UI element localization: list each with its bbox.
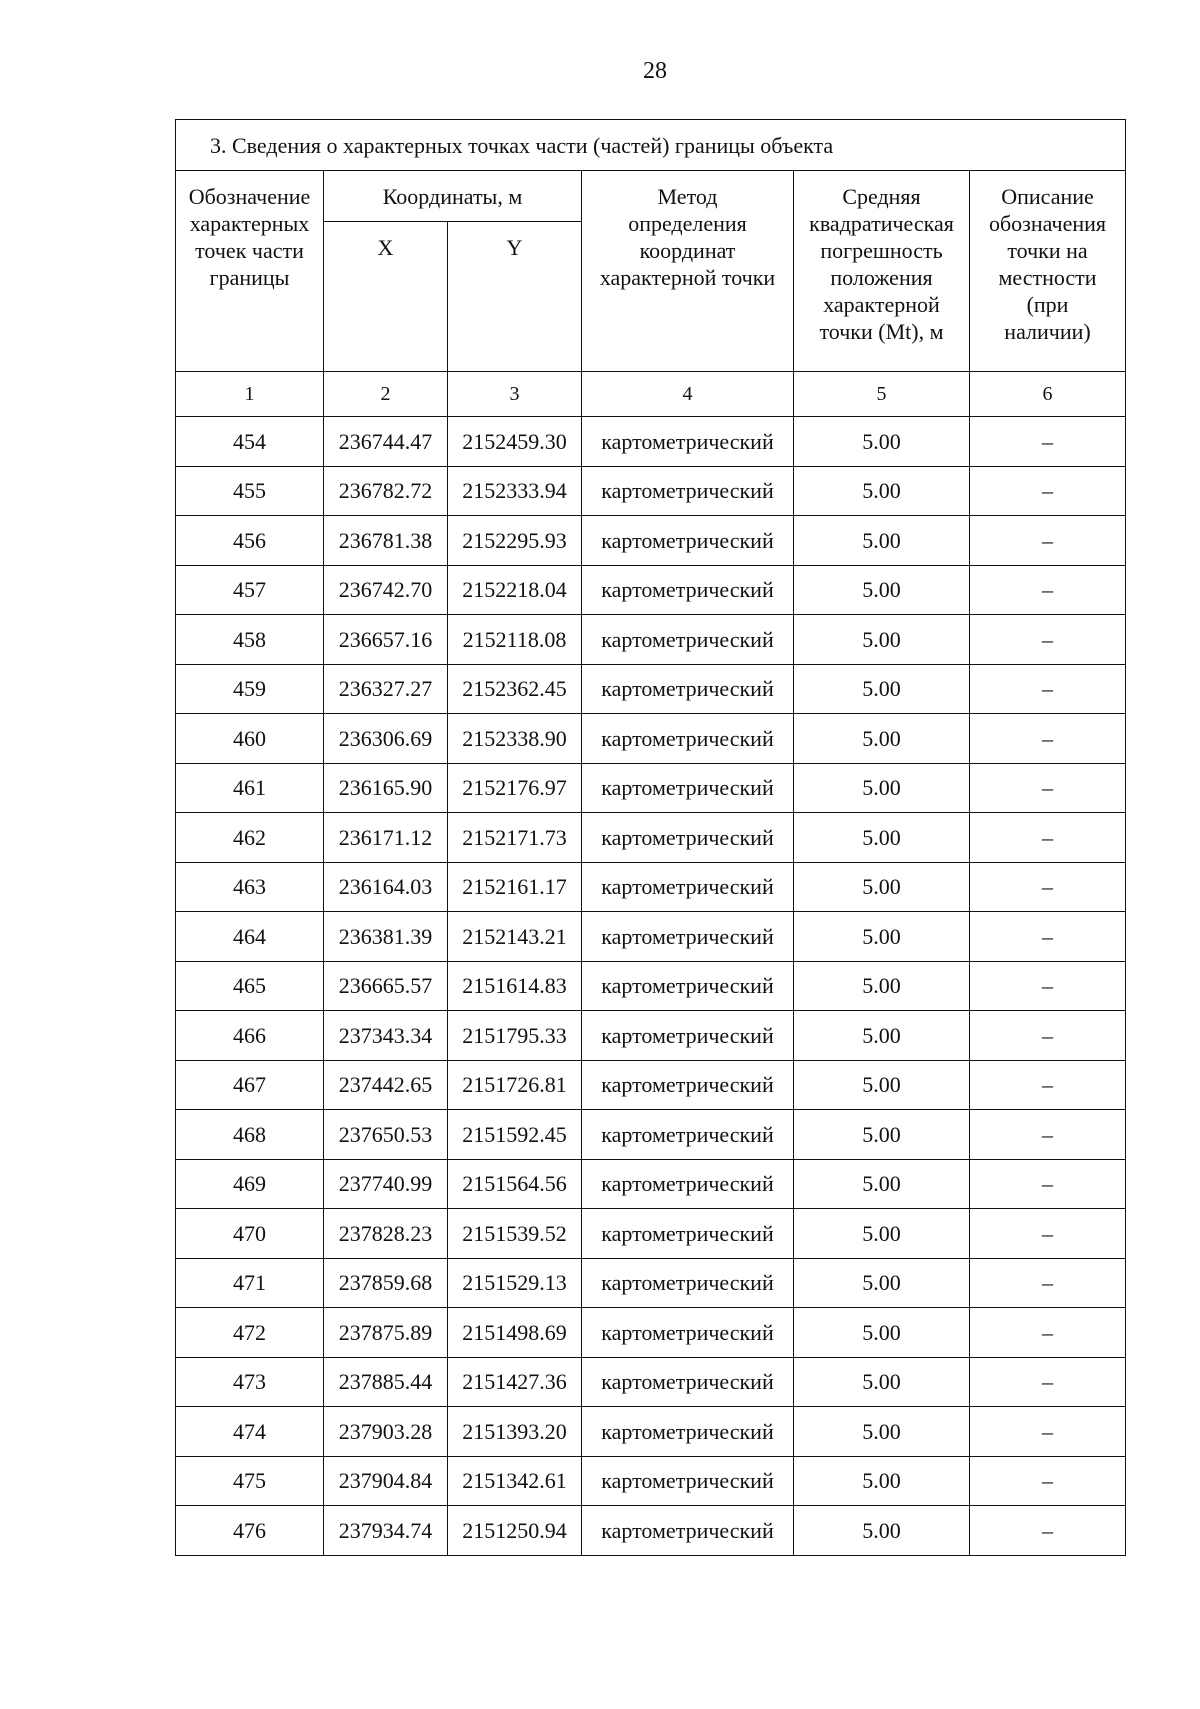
method-cell: картометрический — [582, 565, 794, 615]
y-coordinate-cell: 2151564.56 — [448, 1159, 582, 1209]
table-row — [176, 862, 1126, 912]
description-cell: – — [970, 1110, 1126, 1160]
point-id-cell: 464 — [176, 912, 324, 962]
error-cell: 5.00 — [794, 961, 970, 1011]
y-coordinate-cell: 2152362.45 — [448, 664, 582, 714]
error-cell: 5.00 — [794, 1357, 970, 1407]
table-body — [176, 417, 1126, 1556]
header-point: Обозначение характерных точек части границы — [176, 171, 324, 372]
point-id-cell: 470 — [176, 1209, 324, 1259]
section-title: 3. Сведения о характерных точках части (частей) границы объекта — [176, 120, 1126, 171]
y-coordinate-cell: 2151393.20 — [448, 1407, 582, 1457]
error-cell: 5.00 — [794, 565, 970, 615]
description-cell: – — [970, 1011, 1126, 1061]
column-numbers-row — [176, 372, 1126, 417]
point-id-cell: 462 — [176, 813, 324, 863]
description-cell: – — [970, 1308, 1126, 1358]
x-coordinate-cell: 236306.69 — [324, 714, 448, 764]
error-cell: 5.00 — [794, 912, 970, 962]
y-coordinate-cell: 2151250.94 — [448, 1506, 582, 1556]
table-row — [176, 417, 1126, 467]
table-row — [176, 1357, 1126, 1407]
error-cell: 5.00 — [794, 813, 970, 863]
table-row — [176, 1456, 1126, 1506]
header-x: X — [324, 222, 448, 372]
column-number: 1 — [176, 372, 324, 417]
method-cell: картометрический — [582, 1110, 794, 1160]
column-number: 6 — [970, 372, 1126, 417]
method-cell: картометрический — [582, 516, 794, 566]
y-coordinate-cell: 2151614.83 — [448, 961, 582, 1011]
point-id-cell: 476 — [176, 1506, 324, 1556]
y-coordinate-cell: 2152295.93 — [448, 516, 582, 566]
x-coordinate-cell: 236781.38 — [324, 516, 448, 566]
description-cell: – — [970, 466, 1126, 516]
x-coordinate-cell: 236744.47 — [324, 417, 448, 467]
description-cell: – — [970, 862, 1126, 912]
error-cell: 5.00 — [794, 1060, 970, 1110]
point-id-cell: 454 — [176, 417, 324, 467]
table-row — [176, 1011, 1126, 1061]
x-coordinate-cell: 236171.12 — [324, 813, 448, 863]
description-cell: – — [970, 565, 1126, 615]
error-cell: 5.00 — [794, 1159, 970, 1209]
point-id-cell: 461 — [176, 763, 324, 813]
point-id-cell: 459 — [176, 664, 324, 714]
point-id-cell: 455 — [176, 466, 324, 516]
description-cell: – — [970, 1506, 1126, 1556]
table-row — [176, 763, 1126, 813]
table-row — [176, 1060, 1126, 1110]
table-row — [176, 1258, 1126, 1308]
table-row — [176, 1308, 1126, 1358]
table-row — [176, 961, 1126, 1011]
method-cell: картометрический — [582, 1209, 794, 1259]
method-cell: картометрический — [582, 714, 794, 764]
x-coordinate-cell: 237904.84 — [324, 1456, 448, 1506]
y-coordinate-cell: 2152459.30 — [448, 417, 582, 467]
table-row — [176, 516, 1126, 566]
x-coordinate-cell: 236665.57 — [324, 961, 448, 1011]
table-row — [176, 615, 1126, 665]
description-cell: – — [970, 1209, 1126, 1259]
point-id-cell: 475 — [176, 1456, 324, 1506]
method-cell: картометрический — [582, 1357, 794, 1407]
y-coordinate-cell: 2152333.94 — [448, 466, 582, 516]
table-row — [176, 1110, 1126, 1160]
y-coordinate-cell: 2151529.13 — [448, 1258, 582, 1308]
method-cell: картометрический — [582, 912, 794, 962]
error-cell: 5.00 — [794, 1506, 970, 1556]
table-row — [176, 664, 1126, 714]
error-cell: 5.00 — [794, 1407, 970, 1457]
error-cell: 5.00 — [794, 1011, 970, 1061]
point-id-cell: 471 — [176, 1258, 324, 1308]
method-cell: картометрический — [582, 1506, 794, 1556]
y-coordinate-cell: 2151427.36 — [448, 1357, 582, 1407]
error-cell: 5.00 — [794, 1209, 970, 1259]
x-coordinate-cell: 237828.23 — [324, 1209, 448, 1259]
description-cell: – — [970, 1407, 1126, 1457]
error-cell: 5.00 — [794, 1258, 970, 1308]
description-cell: – — [970, 516, 1126, 566]
x-coordinate-cell: 236381.39 — [324, 912, 448, 962]
point-id-cell: 463 — [176, 862, 324, 912]
method-cell: картометрический — [582, 1456, 794, 1506]
error-cell: 5.00 — [794, 862, 970, 912]
description-cell: – — [970, 1159, 1126, 1209]
description-cell: – — [970, 1258, 1126, 1308]
y-coordinate-cell: 2151592.45 — [448, 1110, 582, 1160]
x-coordinate-cell: 237859.68 — [324, 1258, 448, 1308]
x-coordinate-cell: 237740.99 — [324, 1159, 448, 1209]
description-cell: – — [970, 1357, 1126, 1407]
column-number: 4 — [582, 372, 794, 417]
error-cell: 5.00 — [794, 516, 970, 566]
method-cell: картометрический — [582, 1308, 794, 1358]
point-id-cell: 469 — [176, 1159, 324, 1209]
method-cell: картометрический — [582, 763, 794, 813]
x-coordinate-cell: 237934.74 — [324, 1506, 448, 1556]
x-coordinate-cell: 236164.03 — [324, 862, 448, 912]
error-cell: 5.00 — [794, 615, 970, 665]
y-coordinate-cell: 2151342.61 — [448, 1456, 582, 1506]
page-number: 28 — [643, 58, 667, 84]
y-coordinate-cell: 2151498.69 — [448, 1308, 582, 1358]
x-coordinate-cell: 237875.89 — [324, 1308, 448, 1358]
error-cell: 5.00 — [794, 763, 970, 813]
point-id-cell: 456 — [176, 516, 324, 566]
method-cell: картометрический — [582, 417, 794, 467]
x-coordinate-cell: 237343.34 — [324, 1011, 448, 1061]
table-row — [176, 813, 1126, 863]
description-cell: – — [970, 417, 1126, 467]
x-coordinate-cell: 236742.70 — [324, 565, 448, 615]
method-cell: картометрический — [582, 1258, 794, 1308]
y-coordinate-cell: 2152171.73 — [448, 813, 582, 863]
method-cell: картометрический — [582, 862, 794, 912]
header-method: Метод определения координат характерной точки — [582, 171, 794, 372]
description-cell: – — [970, 961, 1126, 1011]
characteristic-points-table — [175, 119, 1126, 1556]
x-coordinate-cell: 236327.27 — [324, 664, 448, 714]
error-cell: 5.00 — [794, 1456, 970, 1506]
table-row — [176, 466, 1126, 516]
method-cell: картометрический — [582, 615, 794, 665]
y-coordinate-cell: 2152176.97 — [448, 763, 582, 813]
header-coordinates: Координаты, м — [324, 171, 582, 222]
x-coordinate-cell: 236782.72 — [324, 466, 448, 516]
point-id-cell: 468 — [176, 1110, 324, 1160]
y-coordinate-cell: 2152161.17 — [448, 862, 582, 912]
table-row — [176, 1506, 1126, 1556]
y-coordinate-cell: 2152218.04 — [448, 565, 582, 615]
column-number: 2 — [324, 372, 448, 417]
x-coordinate-cell: 237650.53 — [324, 1110, 448, 1160]
x-coordinate-cell: 236657.16 — [324, 615, 448, 665]
y-coordinate-cell: 2151539.52 — [448, 1209, 582, 1259]
point-id-cell: 457 — [176, 565, 324, 615]
method-cell: картометрический — [582, 1407, 794, 1457]
method-cell: картометрический — [582, 1060, 794, 1110]
header-y: Y — [448, 222, 582, 372]
description-cell: – — [970, 615, 1126, 665]
point-id-cell: 472 — [176, 1308, 324, 1358]
description-cell: – — [970, 763, 1126, 813]
header-description: Описание обозначения точки на местности (при наличии) — [970, 171, 1126, 372]
x-coordinate-cell: 237903.28 — [324, 1407, 448, 1457]
method-cell: картометрический — [582, 1159, 794, 1209]
error-cell: 5.00 — [794, 417, 970, 467]
error-cell: 5.00 — [794, 714, 970, 764]
point-id-cell: 474 — [176, 1407, 324, 1457]
y-coordinate-cell: 2152118.08 — [448, 615, 582, 665]
y-coordinate-cell: 2151726.81 — [448, 1060, 582, 1110]
method-cell: картометрический — [582, 813, 794, 863]
error-cell: 5.00 — [794, 1308, 970, 1358]
description-cell: – — [970, 714, 1126, 764]
method-cell: картометрический — [582, 1011, 794, 1061]
point-id-cell: 458 — [176, 615, 324, 665]
point-id-cell: 466 — [176, 1011, 324, 1061]
description-cell: – — [970, 1060, 1126, 1110]
description-cell: – — [970, 813, 1126, 863]
description-cell: – — [970, 1456, 1126, 1506]
y-coordinate-cell: 2152143.21 — [448, 912, 582, 962]
point-id-cell: 465 — [176, 961, 324, 1011]
y-coordinate-cell: 2151795.33 — [448, 1011, 582, 1061]
header-error: Средняя квадратическая погрешность положения характерной точки (Mt), м — [794, 171, 970, 372]
table-row — [176, 1407, 1126, 1457]
description-cell: – — [970, 912, 1126, 962]
error-cell: 5.00 — [794, 664, 970, 714]
column-number: 3 — [448, 372, 582, 417]
error-cell: 5.00 — [794, 1110, 970, 1160]
x-coordinate-cell: 236165.90 — [324, 763, 448, 813]
x-coordinate-cell: 237442.65 — [324, 1060, 448, 1110]
point-id-cell: 473 — [176, 1357, 324, 1407]
point-id-cell: 460 — [176, 714, 324, 764]
table-row — [176, 912, 1126, 962]
table-row — [176, 565, 1126, 615]
y-coordinate-cell: 2152338.90 — [448, 714, 582, 764]
error-cell: 5.00 — [794, 466, 970, 516]
method-cell: картометрический — [582, 664, 794, 714]
table-row — [176, 1159, 1126, 1209]
table-row — [176, 1209, 1126, 1259]
table-row — [176, 714, 1126, 764]
description-cell: – — [970, 664, 1126, 714]
x-coordinate-cell: 237885.44 — [324, 1357, 448, 1407]
method-cell: картометрический — [582, 466, 794, 516]
method-cell: картометрический — [582, 961, 794, 1011]
point-id-cell: 467 — [176, 1060, 324, 1110]
column-number: 5 — [794, 372, 970, 417]
